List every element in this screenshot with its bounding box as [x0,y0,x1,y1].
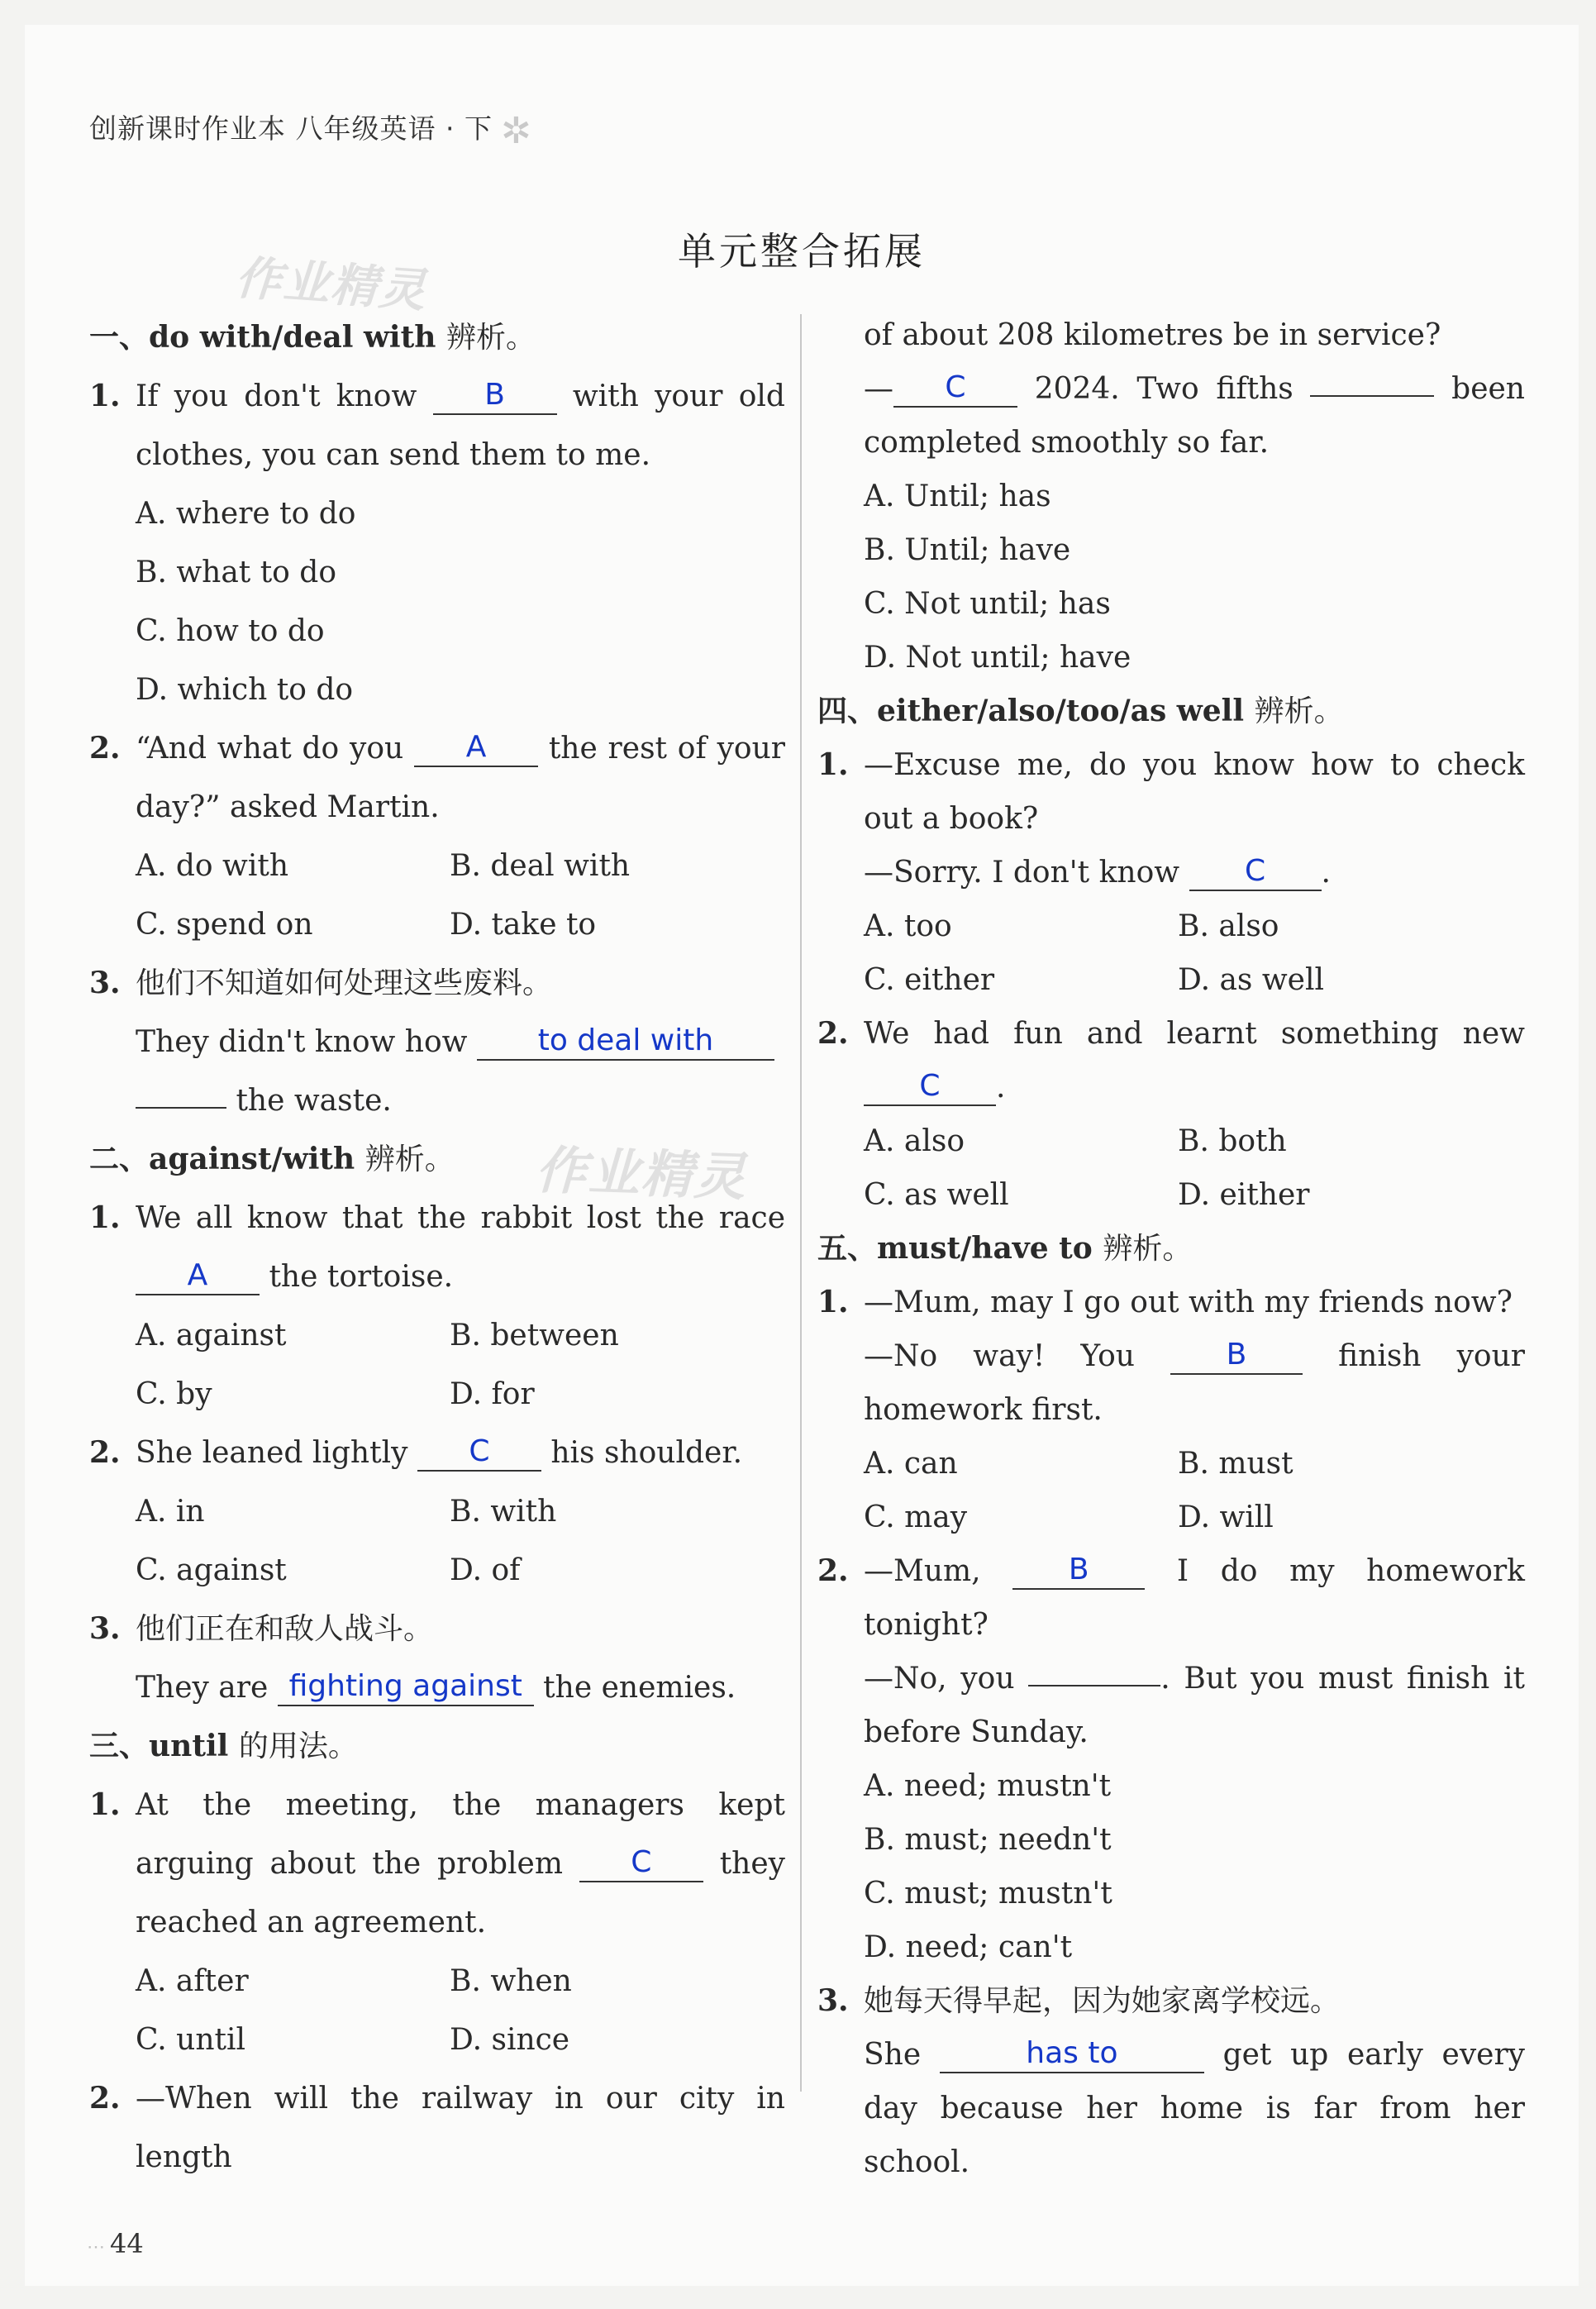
answer-line: —Sorry. I don't know C . [864,854,1331,890]
options-row: C. either D. as well [864,963,1324,997]
question: 3. 她每天得早起，因为她家离学校远。 [817,1983,1341,2018]
options-row: C. by D. for [136,1377,535,1411]
question: 2. She leaned lightly C his shoulder. [89,1434,743,1470]
option: B. Until; have [864,533,1071,567]
options-row: A. against B. between [136,1319,619,1352]
book-header [89,107,532,152]
decorative-dots: ⋯ [87,2237,105,2258]
answer-blank[interactable]: A [136,1257,260,1295]
option: B. must; needn't [864,1823,1112,1857]
watermark: 作业精灵 [233,250,429,319]
options-row: C. as well D. either [864,1178,1310,1212]
question: 3. 他们不知道如何处理这些废料。 [89,966,553,1000]
option: D. which to do [136,673,354,707]
options-row: A. in B. with [136,1495,557,1529]
answer-blank[interactable]: C [864,1068,996,1106]
question-continuation: of about 208 kilometres be in service? [864,318,1441,352]
translation-line: They didn't know how to deal with the waste. [89,1013,785,1130]
section-heading: 二、against/with 辨析。 [89,1142,455,1176]
option: A. need; mustn't [864,1769,1112,1803]
question: 2. —When will the railway in our city in length [89,2081,785,2174]
section-heading: 三、until 的用法。 [89,1729,358,1763]
question: 1. —Mum, may I go out with my friends now? [817,1285,1513,1319]
question: 2. “And what do you A the rest of your day?” asked Martin. [89,730,785,824]
right-column [817,308,1526,2189]
answer-blank[interactable]: fighting against [278,1668,534,1706]
option: C. must; mustn't [864,1877,1112,1911]
answer-blank[interactable]: B [1170,1337,1303,1375]
question: 1. We all know that the rabbit lost the race A the tortoise. [89,1200,785,1294]
options-row: A. too B. also [864,909,1279,943]
gear-icon: ✲ [500,110,532,152]
book-title: 创新课时作业本 八年级英语 · 下 [89,112,493,145]
translation-line: They are fighting against the enemies. [136,1669,736,1705]
answer-blank[interactable]: C [417,1434,541,1472]
option: C. how to do [136,614,325,648]
options-row: C. against D. of [136,1553,521,1587]
options-row: A. can B. must [864,1447,1293,1481]
blank-continuation [136,1107,226,1109]
answer-line: —No, you . But you must finish it before Sunday. [864,1662,1525,1749]
option: D. need; can't [864,1930,1073,1964]
translation-line: She has to get up early every day because her home is far from her school. [864,2036,1526,2179]
column-divider [800,314,802,2092]
option: C. Not until; has [864,587,1111,621]
options-row: A. also B. both [864,1124,1287,1158]
answer-blank[interactable]: A [414,729,538,767]
options-row: C. may D. will [864,1500,1274,1534]
question: 1. At the meeting, the managers kept arguing about the problem C they reached an agreement. [89,1787,785,1939]
answer-line: — C 2024. Two fifths been completed smoothly so far. [864,370,1525,460]
option: D. Not until; have [864,641,1131,675]
option: A. Until; has [864,479,1051,513]
left-column [89,308,785,2187]
options-row: A. after B. when [136,1964,572,1998]
answer-blank[interactable]: C [1189,853,1322,891]
empty-blank[interactable] [1028,1685,1160,1686]
answer-line: —No way! You B finish your homework first. [864,1338,1525,1427]
question: 1. —Excuse me, do you know how to check out a book? [817,747,1525,836]
section-heading: 四、either/also/too/as well 辨析。 [817,694,1344,728]
answer-blank[interactable]: B [433,377,557,415]
answer-blank[interactable]: C [893,370,1017,408]
option: A. where to do [136,497,356,531]
page-number: ⋯ 44 [87,2228,144,2259]
section-heading: 五、must/have to 辨析。 [817,1231,1193,1266]
answer-blank[interactable]: C [579,1844,703,1882]
empty-blank[interactable] [1310,395,1434,397]
watermark: 作业精灵 [534,1139,749,1208]
page [25,25,1579,2286]
options-row: A. do with B. deal with [136,849,631,883]
page-title: 单元整合拓展 [678,229,926,274]
question: 1. If you don't know B with your old clothes, you can send them to me. [89,378,785,472]
answer-blank[interactable]: to deal with [477,1023,774,1061]
section-heading: 一、do with/deal with 辨析。 [89,320,536,355]
options-row: C. until D. since [136,2023,570,2057]
options-row: C. spend on D. take to [136,908,597,942]
question: 2. We had fun and learnt something new C . [817,1016,1525,1104]
question: 2. —Mum, B I do my homework tonight? [817,1553,1525,1642]
question: 3. 他们正在和敌人战斗。 [89,1611,434,1646]
option: B. what to do [136,556,337,589]
answer-blank[interactable]: B [1012,1552,1145,1590]
answer-blank[interactable]: has to [940,2035,1204,2073]
